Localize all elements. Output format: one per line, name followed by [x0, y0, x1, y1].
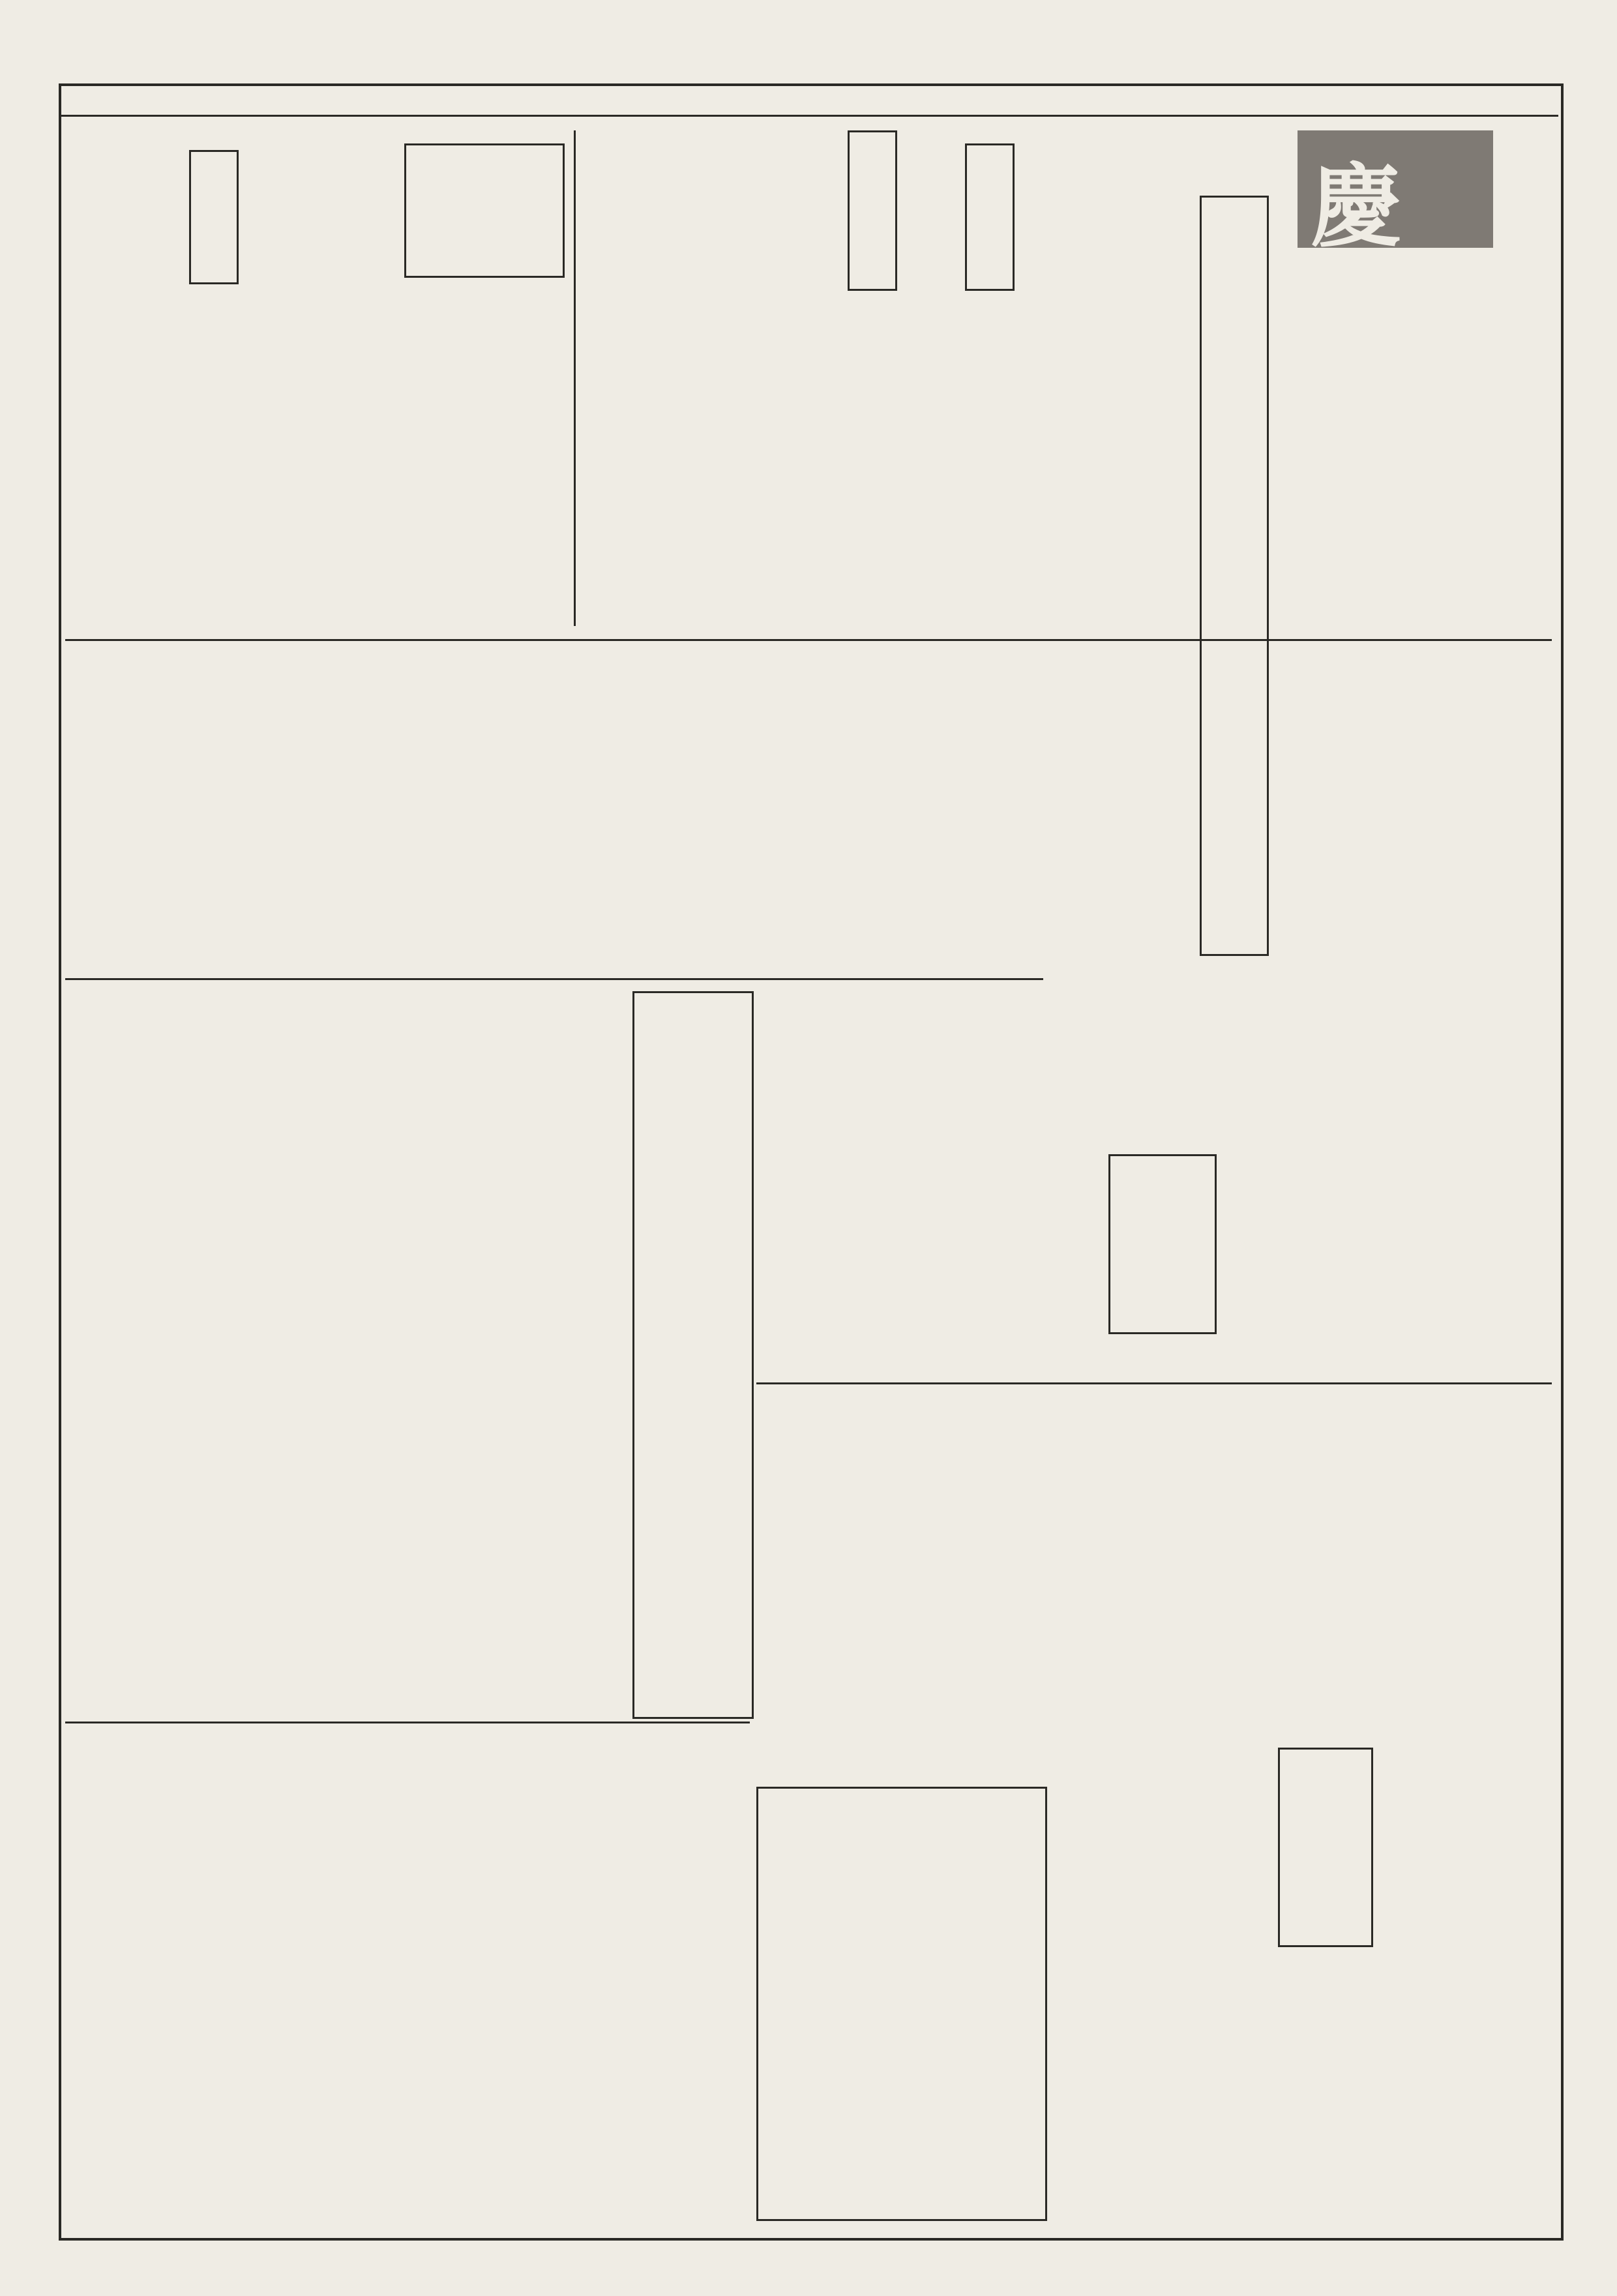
- column-body-lower: [72, 1735, 750, 2217]
- weather-body: [769, 1839, 1030, 2204]
- robbery-body: [365, 652, 580, 965]
- robbery-body-cont: [72, 652, 300, 965]
- column-rule: [574, 130, 576, 626]
- industry-body: [391, 424, 528, 633]
- phone-body-top: [1226, 652, 1545, 1043]
- report-body-cont: [750, 130, 848, 626]
- side-column-body: [72, 130, 183, 404]
- sujing-body: [756, 991, 893, 1382]
- ban-body: [248, 143, 333, 417]
- thief-box: [1108, 1154, 1217, 1334]
- drug-body: [808, 652, 893, 965]
- counterfeit-box: [1278, 1748, 1373, 1947]
- counterfeit-body: [1167, 1950, 1363, 2211]
- column-body-cont: [632, 1343, 750, 1708]
- society-box: [404, 143, 565, 278]
- society-body: [404, 287, 561, 391]
- report-title-box: [965, 143, 1015, 291]
- lead-body: [1017, 130, 1193, 626]
- opinion-body: [926, 1630, 1037, 1774]
- discuss-title-box: [848, 130, 897, 291]
- phone-body: [1226, 1056, 1356, 1382]
- discuss-body: [587, 130, 743, 626]
- column-body: [72, 991, 626, 1708]
- misc-body-1: [978, 652, 1219, 965]
- measure-body: [72, 424, 222, 633]
- thief-body: [965, 1148, 1102, 1343]
- heart-body: [587, 652, 737, 965]
- section-rule-1: [65, 639, 1552, 641]
- report-body: [854, 300, 1011, 626]
- debt-body-top: [1161, 1395, 1545, 1748]
- opinion-spacer: [756, 1774, 763, 1787]
- section-rule-3: [756, 1382, 1552, 1384]
- side-note-box: [189, 150, 239, 284]
- section-rule-2: [65, 978, 1043, 980]
- section-rule-4: [65, 1722, 750, 1723]
- ad-body: [1376, 1839, 1480, 2204]
- festival-emblem-icon: 慶: [1311, 153, 1402, 260]
